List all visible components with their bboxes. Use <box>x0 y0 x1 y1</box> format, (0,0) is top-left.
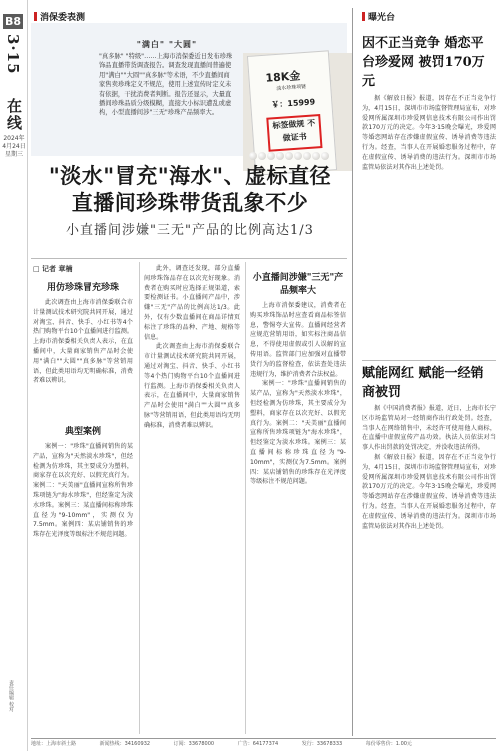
divider <box>31 258 347 259</box>
headline-line2: 直播间珍珠带货乱象不少 <box>71 190 309 215</box>
right-column <box>356 0 500 751</box>
story2-text-b: 据《解放日报》报道，因存在不正当竞争行为，4月15日，深圳市市场监督管理局宣布，对珍爱网所属深圳市珍爱网信息技术有限公司作出罚款170万元的决定。今年3·15晚会曝光，珍爱网等婚恋网站存在涉嫌虚假宣传、诱导消费等违法行为。经查，当事人在开展婚恋服务过程中，存在虚假宣传、诱导消费的违法行为。深圳市市场监管局依法对其作出上述处罚。 <box>362 453 496 530</box>
story1-body <box>362 94 496 356</box>
story2-title: 赋能网红 赋能一经销商被罚 <box>362 366 484 400</box>
feature-quote-text: "真多脉" "特级"……上海市消保委近日发布珍珠饰品直播带货调查报告。调查发现直播间普遍使用"满白""大圆""真多脉"等术语，不少直播间商家售卖珍珠定义不规范，使用上述宣传时定义未有依据，干扰消费者判断。报告还显示，大量直播间珍珠品质分级模糊，直接大小标识遭乱或虚构，小型直播间涉"三无"珍珠产品频率大。 <box>99 53 233 117</box>
subhead-small-rooms: 小直播间涉嫌"三无"产品频率大 <box>252 273 344 296</box>
article-text-2: 案例一："珍珠"直播间销售的某产品，宣称为"天然淡水珍珠"，但经检测为仿珍珠，其主要成分为塑料，商家存在以次充好、以假充真行为。案例二："天美丽"直播间宣称所售珍珠项链为"海水珍珠"，但经鉴定为淡水珍珠。案例三：某直播间标称珍珠直径为"9-10mm"，实测仅为7.5mm。案例四：某店铺销售的珍珠存在光泽度等级标注不规范问题。 <box>33 443 133 539</box>
footer-subscribe: 订阅：33678000 <box>173 741 215 747</box>
footer-price: 每份零售价：1.00元 <box>365 741 412 747</box>
article-column-1 <box>33 264 133 414</box>
subhead-fake-pearl: 用仿珍珠冒充珍珠 <box>46 283 119 293</box>
feature-band <box>31 23 347 156</box>
section-tag-left: 消保委表测 <box>34 10 85 23</box>
product-tag-name: 淡水珍珠项链 <box>276 83 307 93</box>
article-column-2 <box>144 264 240 734</box>
footer-address: 地址：上海市斜土路 <box>31 741 77 747</box>
story2-body <box>362 404 496 734</box>
column-divider <box>245 262 246 734</box>
article-column-1b <box>33 418 133 734</box>
story1-text: 据《解放日报》报道，因存在不正当竞争行为，4月15日，深圳市市场监督管理局宣布，对珍爱网所属深圳市珍爱网信息技术有限公司作出罚款170万元的决定。今年3·15晚会曝光，珍爱网等婚恋网站存在涉嫌虚假宣传、诱导消费等违法行为。经查，当事人在开展婚恋服务过程中，存在虚假宣传、诱导消费的违法行为。深圳市市场监管局依法对其作出上述处罚。 <box>362 95 496 171</box>
footer-news-tel: 新闻热线：34160932 <box>99 741 151 747</box>
page-footer <box>31 738 496 751</box>
article-text-3: 此外，调查还发现，部分直播间珍珠饰品存在以次充好现象。消费者在购买时应选择正规渠道，索要检测证书。小直播间产品中，涉嫌"三无"产品的比例高达1/3。此外，仅有少数直播间在商品详情页标注了珍珠的品种、产地、规格等信息。 <box>144 265 240 341</box>
byline: □ 记者 章楠 <box>33 265 73 273</box>
headline-line1: "淡水"冒充"海水"、虚标直径 <box>48 163 332 188</box>
divider <box>362 360 496 361</box>
article-text-4b: 案例一："珍珠"直播间销售的某产品，宣称为"天然淡水珍珠"，但经检测为仿珍珠，其主要成分为塑料，商家存在以次充好、以假充真行为。案例二："天美丽"直播间宣称所售珍珠项链为"海水珍珠"，但经鉴定为淡水珍珠。案例三：某直播间标称珍珠直径为"9-10mm"，实测仅为7.5mm。案例四：某店铺销售的珍珠存在光泽度等级标注不规范问题。 <box>250 380 346 486</box>
story1-title: 因不正当竞争 婚恋平台珍爱网 被罚170万元 <box>362 36 485 89</box>
footer-distribution: 发行：33678333 <box>301 741 343 747</box>
product-tag-gold: 18K金 <box>265 69 301 85</box>
article-column-3 <box>250 264 346 734</box>
section-tag-right: 曝光台 <box>362 10 395 23</box>
story2-text: 据《中国消费者报》报道，近日，上海市长宁区市场监管局对一经销商作出行政处罚。经查，当事人在网络销售中，未经许可使用他人商标，在直播中虚假宣传产品功效。执法人员依法对当事人作出罚款的处罚决定，并没收违法所得。 <box>362 405 496 452</box>
editor-credit: 责任编辑 校对 <box>8 680 14 712</box>
rail-date: 3·15 <box>4 34 22 75</box>
pearl-photo <box>243 53 353 171</box>
article-text-1: 此次调查由上海市消保委联合市计量测试技术研究院共同开展，通过对淘宝、抖音、快手、小红书等4个热门购物平台10个直播间进行监测。上海市消保委相关负责人表示，在直播间中，大量商家销售产品时会使用"满白""大圆""真多脉"等营销用语，但此类用语均无明确标准，消费者难以辨识。 <box>33 299 133 385</box>
product-tag-warning: 标签做规 不做证书 <box>266 114 322 152</box>
left-rail <box>0 0 28 751</box>
issue-date: 2024年 4月24日 星期三 <box>2 135 26 158</box>
feature-summary <box>99 39 235 118</box>
section-title: 在线 <box>5 98 23 132</box>
column-divider <box>139 262 140 734</box>
headline-subtitle: 小直播间涉嫌"三无"产品的比例高达1/3 <box>66 223 314 238</box>
main-headline <box>36 162 344 238</box>
footer-ads: 广告：64177374 <box>237 741 279 747</box>
article-text-3b: 此次调查由上海市消保委联合市计量测试技术研究院共同开展，通过对淘宝、抖音、快手、小红书等4个热门购物平台10个直播间进行监测。上海市消保委相关负责人表示，在直播间中，大量商家销售产品时会使用"满白""大圆""真多脉"等营销用语，但此类用语均无明确标准，消费者难以辨识。 <box>144 343 240 429</box>
subhead-cases: 典型案例 <box>64 427 101 437</box>
page-divider <box>352 8 353 736</box>
feature-quote-title: "满白" "大圆" <box>136 39 198 49</box>
product-tag-price: ￥：15999 <box>271 97 316 110</box>
article-text-4: 上海市消保委建议，消费者在购买珍珠饰品时应查看商品标签信息，警惕夸大宣传。直播间经营者应规范营销用语，如实标注商品信息，不得使用虚假或引人误解的宣传用语。监管部门应加强对直播带货行为的监督检查，依法查处违法违规行为，维护消费者合法权益。 <box>250 302 346 378</box>
page-number: B8 <box>5 15 22 28</box>
